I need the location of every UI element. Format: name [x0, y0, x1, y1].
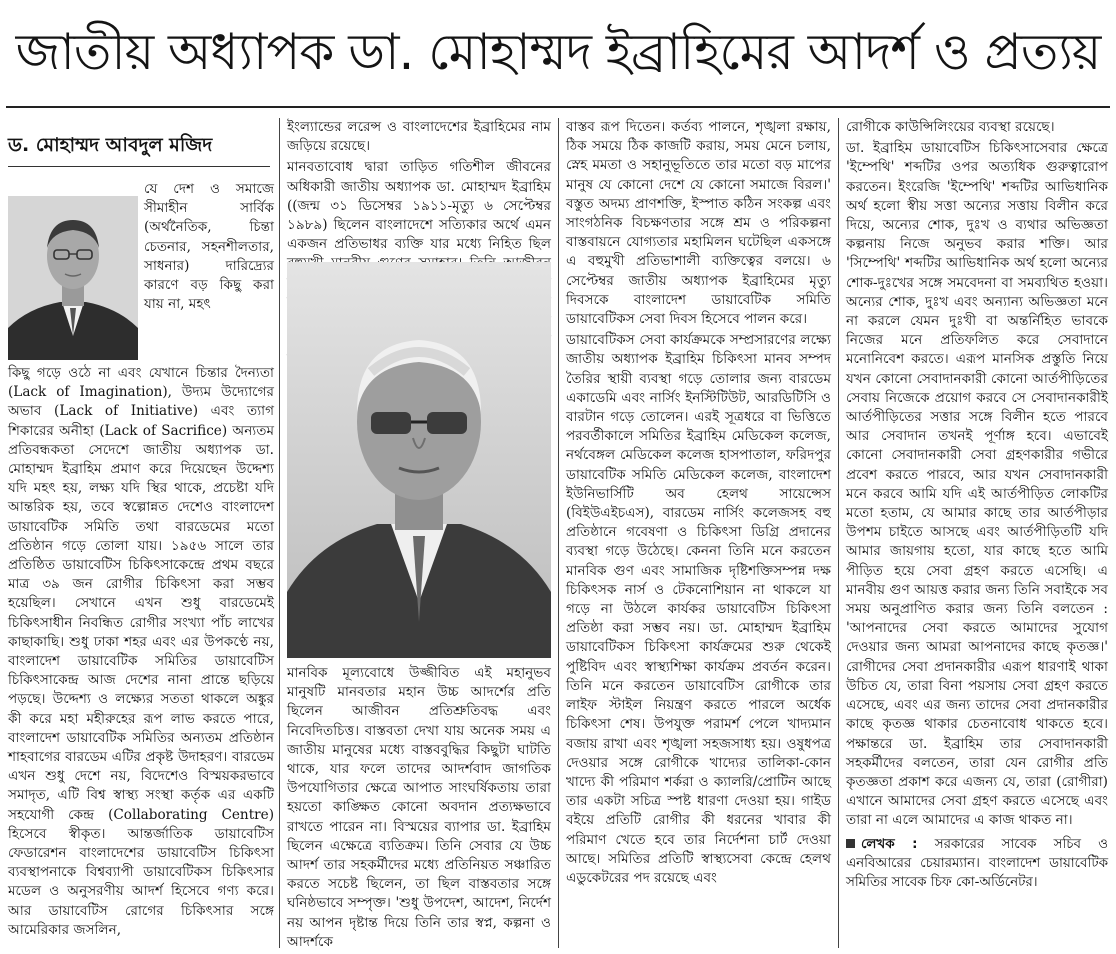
paragraph: রোগীকে কাউন্সিলিংয়ের ব্যবস্থা রয়েছে। — [846, 119, 1055, 135]
column-1-body — [8, 364, 274, 950]
headline: জাতীয় অধ্যাপক ডা. মোহাম্মদ ইব্রাহিমের আদর্শ ও প্রত্যয় — [6, 6, 1110, 108]
column-1-beside-portrait — [144, 180, 274, 362]
column-4 — [846, 118, 1108, 950]
column-divider — [279, 118, 280, 948]
paragraph: বাস্তব রূপ দিতেন। কর্তব্য পালনে, শৃঙ্খলা রক্ষায়, ঠিক সময়ে ঠিক কাজটি করায়, সময় মেনে চলায়, স্নেহ মমতা ও সহানুভূতিতে তার মতো বড় মাপের মানুষ যে কোনো দেশে যে কোনো সমাজে বিরল।' বস্তুত অদম্য প্রাণশক্তি, ইস্পাত কঠিন সংকল্প এবং সাংগঠনিক বিচক্ষণতার সঙ্গে শ্রম ও পরিকল্পনা বাস্তবায়নে যোগ্যতার মহামিলন ঘটেছিল একসঙ্গে এ বহুমুখী প্রতিভাশালী ব্যক্তিত্বের বলয়ে। ৬ সেপ্টেম্বর জাতীয় অধ্যাপক ইব্রাহিমের মৃত্যু দিবসকে বাংলাদেশ ডায়াবেটিক সমিতি ডায়াবেটিকস সেবা দিবস হিসেবে পালন করে। — [566, 119, 831, 328]
column-2-bottom — [287, 664, 551, 950]
author-note-text: সরকারের সাবেক সচিব ও এনবিআরের চেয়ারম্যান। বাংলাদেশ ডায়াবেটিক সমিতির সাবেক চিফ কো-অর্ডিনেটর। — [846, 836, 1108, 890]
paragraph: ডায়াবেটিকস সেবা কার্যক্রমকে সম্প্রসারণের লক্ষ্যে জাতীয় অধ্যাপক ইব্রাহিম চিকিৎসা মানব সম্পদ তৈরির স্থায়ী ব্যবস্থা গড়ে তোলার জন্য বারডেম একাডেমি এবং নার্সিং ইনস্টিটিউট, আরডিটিসি ও বারটান গড়ে তোলেন। এরই সূত্রধরে বা ভিত্তিতে পরবর্তীকালে সমিতির ইব্রাহিম মেডিকেল কলেজ, নর্থবেঙ্গল মেডিকেল কলেজ হাসপাতাল, ফরিদপুর ডায়াবেটিক সমিতি মেডিকেল কলেজ, বাংলাদেশ ইউনিভার্সিটি অব হেলথ সায়েন্সেস (বিইউএইচএস), বারডেম নার্সিং কলেজসহ বহু প্রতিষ্ঠানে গবেষণা ও চিকিৎসা ডিগ্রি প্রদানের ব্যবস্থা গড়ে উঠেছে। কেননা তিনি মনে করতেন মানবিক গুণ এবং সামাজিক দৃষ্টিশক্তিসম্পন্ন দক্ষ চিকিৎসক নার্স ও টেকনোশিয়ান না থাকলে যা গড়ে না উঠলে কার্যকর ডায়াবেটিস চিকিৎসা প্রতিষ্ঠা করা সম্ভব নয়। ডা. মোহাম্মদ ইব্রাহিম ডায়াবেটিকস চিকিৎসা কার্যক্রমের শুরু থেকেই পুষ্টিবিদ এবং স্বাস্থ্যশিক্ষা কার্যক্রম প্রবর্তন করেন। তিনি মনে করতেন ডায়াবেটিস রোগীকে তার লাইফ স্টাইল নিয়ন্ত্রণ করতে পারলে অর্ধেক চিকিৎসা শেষ। উপযুক্ত পরামর্শ পেলে খাদ্যমান বজায় রাখা এবং শৃঙ্খলা সহজসাধ্য হয়। ওষুধপত্র দেওয়ার সঙ্গে রোগীকে খাদ্যের তালিকা-কোন খাদ্যে কী পরিমাণ শর্করা ও ক্যালরি/প্রোটিন আছে তার একটা সচিত্র স্পষ্ট ধারণা দেওয়া হয়। গাইড বইয়ে প্রতিটি রোগীর কী ধরনের খাবার কী পরিমাণ খেতে হবে তার নির্দেশনা চার্ট দেওয়া আছে। সমিতির প্রতিটি স্বাস্থ্যসেবা কেন্দ্রে হেলথ এডুকেটরের পদ রয়েছে এবং — [566, 332, 831, 886]
paragraph: ডা. ইব্রাহিম ডায়াবেটিস চিকিৎসাসেবার ক্ষেত্রে 'ইম্পেথি' শব্দটির ওপর অত্যধিক গুরুত্বারোপ করতেন। ইংরেজি 'ইম্পেথি' শব্দটির আভিধানিক অর্থ হলো স্বীয় সত্তা অন্যের সত্তায় বিলীন করে দিয়ে, অন্যের শোক, দুঃখ ও ব্যথার অভিজ্ঞতা কল্পনায় নিজে অনুভব করার শক্তি। আর 'সিম্পেথি' শব্দটির আভিধানিক অর্থ হলো অন্যের শোক-দুঃখের সঙ্গে সমবেদনা বা সমব্যথিত হওয়া। অন্যের শোক, দুঃখ এবং অন্যান্য অভিজ্ঞতা মনে না করলে যেমন দুঃখী বা অন্তর্নিহিত ভাবকে নিজের মনে প্রতিফলিত করে সেবাদানে মনোনিবেশ করতে। এরূপ মানসিক প্রস্তুতি নিয়ে যখন কোনো সেবাদানকারী কোনো আর্তপীড়িতের সেবায় নিজেকে প্রয়োগ করবে সে সেবাদানকারীই আর্তপীড়িতের সত্তার সঙ্গে বিলীন হতে পারবে আর সেবাদান তখনই পূর্ণাঙ্গ হবে। এভাবেই কোনো সেবাদানকারী সেবা গ্রহণকারীর গভীরে প্রবেশ করতে পারবে, আর যখন সেবাদানকারী মনে করবে আমি যদি এই আর্তপীড়িত লোকটির মতো হতাম, যে আমার কাছে তার আর্তপীড়ার উপশম চাইতে আসছে এবং আর্তপীড়িতটি যদি আমার জায়গায় হতো, যার কাছে হতে আমি পীড়িত হয়ে সেবা গ্রহণ করতে এসেছি। এ মানবীয় গুণ আয়ত্ত করার জন্য তিনি সবাইকে সব সময় অনুপ্রাণিত করার জন্য তিনি বলতেন : 'আপনাদের সেবা করতে আমাদের সুযোগ দেওয়ার জন্য আমরা আপনাদের কাছে কৃতজ্ঞ।' রোগীদের সেবা প্রদানকারীর এরূপ ধারণাই থাকা উচিত যে, তারা বিনা পয়সায় সেবা গ্রহণ করতে এসেছে, এবং এর জন্য তাদের সেবা প্রদানকারীর কাছে কৃতজ্ঞ থাকার চেতনাবোধ থাকতে হবে। পক্ষান্তরে ডা. ইব্রাহিম তার সেবাদানকারী সহকর্মীদের বলতেন, তারা যেন রোগীর প্রতি কৃতজ্ঞতা প্রকাশ করে এজন্য যে, তারা (রোগীরা) এখানে আমাদের সেবা গ্রহণ করতে এসেছে এবং তারা না এলে আমাদের এ কাজ থাকত না। — [846, 140, 1108, 829]
paragraph: যে দেশ ও সমাজে সীমাহীন সার্বিক (অর্থনৈতিক, চিন্তা চেতনার, সহনশীলতার, সাধনার) দারিদ্র্যের কারণে বড় কিছু করা যায় না, মহৎ — [144, 181, 274, 313]
dr-ibrahim-photo-image — [287, 262, 551, 658]
dr-ibrahim-photo — [287, 262, 551, 658]
byline: ড. মোহাম্মদ আবদুল মজিদ — [8, 124, 270, 167]
author-portrait — [8, 196, 138, 360]
author-portrait-image — [8, 196, 138, 360]
column-divider — [838, 118, 839, 948]
author-note-label: লেখক : — [861, 836, 918, 852]
paragraph: ইংল্যান্ডের লরেন্স ও বাংলাদেশের ইব্রাহিমের নাম জড়িয়ে রয়েছে। — [287, 119, 551, 155]
paragraph: মানবিক মূল্যবোধে উজ্জীবিত এই মহানুভব মানুষটি মানবতার মহান উচ্চ আদর্শের প্রতি ছিলেন আজীবন প্রতিশ্রুতিবদ্ধ এবং নিবেদিতচিত্ত। বাস্তবতা দেখা যায় অনেক সময় এ জাতীয় মানুষের মধ্যে বাস্তববুদ্ধির কিছুটা ঘাটতি থাকে, যার ফলে তাদের আদর্শবাদ জাগতিক উপযোগিতার ক্ষেত্রে আপাত সাংঘর্ষিকতায় তারা হয়তো কাঙ্ক্ষিত কোনো অবদান প্রত্যক্ষভাবে রাখতে পারেন না। বিস্ময়ের ব্যাপার ডা. ইব্রাহিম ছিলেন এক্ষেত্রে ব্যতিক্রম। তিনি সেবার যে উচ্চ আদর্শ তার সহকর্মীদের মধ্যে প্রতিনিয়ত সঞ্চারিত করতে সচেষ্ট ছিলেন, তা ছিল বাস্তবতার সঙ্গে ঘনিষ্ঠভাবে সম্পৃক্ত। 'শুধু উপদেশ, আদেশ, নির্দেশ নয় আপন দৃষ্টান্ত দিয়ে তিনি তার স্বপ্ন, কল্পনা ও আদর্শকে — [287, 665, 551, 950]
column-divider — [558, 118, 559, 948]
square-bullet-icon — [846, 839, 855, 848]
column-3 — [566, 118, 831, 950]
paragraph: মানবতাবোধ দ্বারা তাড়িত গতিশীল জীবনের অধিকারী জাতীয় অধ্যাপক ডা. মোহাম্মদ ইব্রাহিম ((জন্ম ৩১ ডিসেম্বর ১৯১১-মৃত্যু ৬ সেপ্টেম্বর ১৯৮৯) ছিলেন বাংলাদেশে সত্যিকার অর্থে এমন একজন প্রতিভাধর ব্যক্তি যার মধ্যে নিহিত ছিল — [287, 159, 551, 253]
column-2-top — [287, 118, 551, 256]
author-note — [846, 835, 1108, 892]
paragraph: কিছু গড়ে ওঠে না এবং যেখানে চিন্তার দৈন্যতা (Lack of Imagination), উদ্যম উদ্যোগের অভাব (Lack of Initiative) এবং ত্যাগ শিকারের অনীহা (Lack of Sacrifice) অন্যতম প্রতিবন্ধকতা সেদেশে জাতীয় অধ্যাপক ডা. মোহাম্মদ ইব্রাহিম প্রমাণ করে দিয়েছেন উদ্দেশ্য যদি মহৎ হয়, লক্ষ্য যদি স্থির থাকে, প্রচেষ্টা যদি আন্তরিক হয়, তবে স্বল্পোন্নত দেশেও বাংলাদেশ ডায়াবেটিক সমিতি তথা বারডেমের মতো প্রতিষ্ঠান গড়ে তোলা যায়। ১৯৫৬ সালে তার প্রতিষ্ঠিত ডায়াবেটিস চিকিৎসাকেন্দ্রে প্রথম বছরে মাত্র ৩৯ জন রোগীর চিকিৎসা করা সম্ভব হয়েছিল। সেখানে এখন শুধু বারডেমেই চিকিৎসাধীন নিবন্ধিত রোগীর সংখ্যা পাঁচ লাখের কাছাকাছি। শুধু ঢাকা শহর এবং এর উপকণ্ঠে নয়, বাংলাদেশ ডায়াবেটিক সমিতির ডায়াবেটিস চিকিৎসাকেন্দ্র আজ দেশের নানা প্রান্তে ছড়িয়ে পড়ছে। উদ্দেশ্য ও লক্ষ্যের সততা থাকলে অঙ্কুর কী করে মহা মহীরুহের রূপ লাভ করতে পারে, বাংলাদেশ ডায়াবেটিক সমিতির অন্যতম প্রতিষ্ঠান শাহবাগের বারডেম এটির প্রকৃষ্ট উদাহরণ। বারডেম এখন শুধু দেশে নয়, বিদেশেও বিস্ময়করভাবে সমাদৃত, এটি বিশ্ব স্বাস্থ্য সংস্থা কর্তৃক এর একটি সহযোগী কেন্দ্র (Collaborating Centre) হিসেবে স্বীকৃত। আন্তর্জাতিক ডায়াবেটিস ফেডারেশন বাংলাদেশের ডায়াবেটিস চিকিৎসা ব্যবস্থাপনাকে বিশ্বব্যাপী ডায়াবেটিকস চিকিৎসার মডেল ও অনুসরণীয় আদর্শ হিসেবে গণ্য করে। আর ডায়াবেটিস রোগের চিকিৎসার সঙ্গে আমেরিকার জসলিন, — [8, 365, 274, 938]
